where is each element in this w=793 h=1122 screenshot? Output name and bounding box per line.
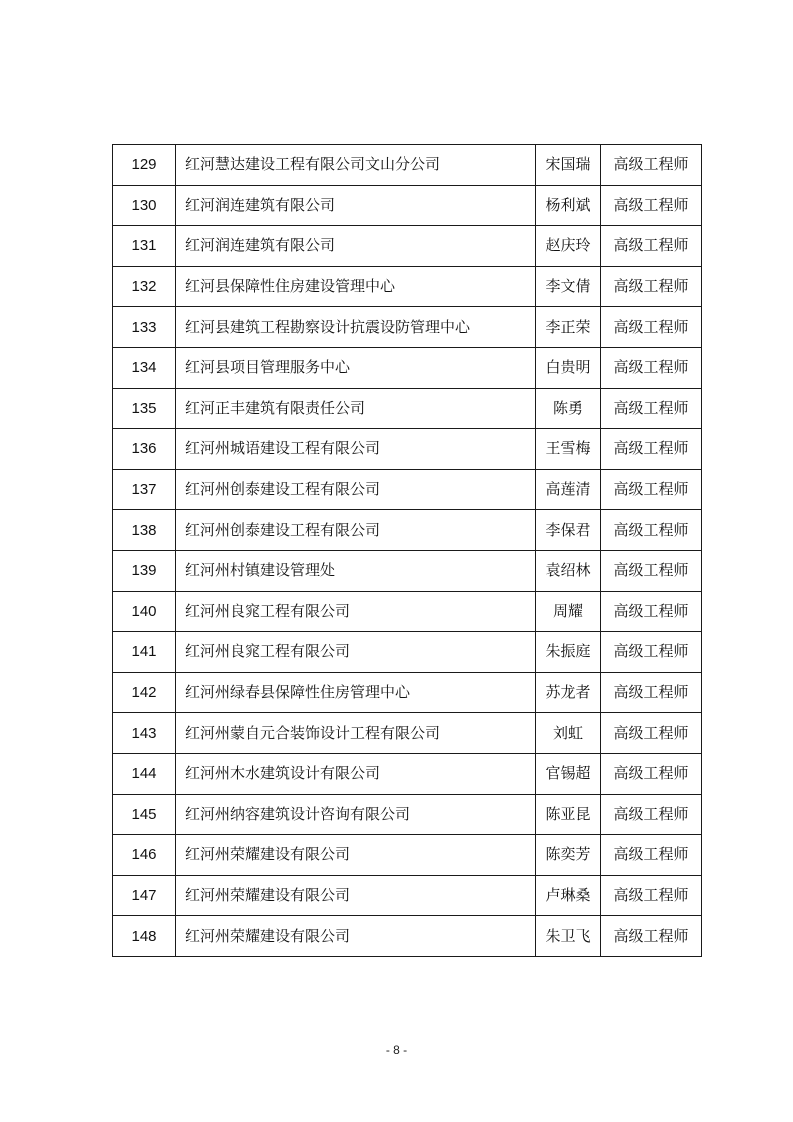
company-name-cell: 红河润连建筑有限公司 bbox=[176, 226, 536, 267]
table-row bbox=[113, 226, 702, 267]
person-name-cell: 卢琳桑 bbox=[536, 875, 601, 916]
table-row bbox=[113, 916, 702, 957]
company-name-cell: 红河州纳容建筑设计咨询有限公司 bbox=[176, 794, 536, 835]
job-title-cell: 高级工程师 bbox=[601, 226, 702, 267]
row-number-cell: 130 bbox=[113, 185, 176, 226]
row-number-cell: 131 bbox=[113, 226, 176, 267]
company-name-cell: 红河州良窕工程有限公司 bbox=[176, 591, 536, 632]
job-title-cell: 高级工程师 bbox=[601, 550, 702, 591]
person-name-cell: 陈奕芳 bbox=[536, 835, 601, 876]
job-title-cell: 高级工程师 bbox=[601, 916, 702, 957]
table-row bbox=[113, 672, 702, 713]
job-title-cell: 高级工程师 bbox=[601, 835, 702, 876]
row-number-cell: 133 bbox=[113, 307, 176, 348]
company-name-cell: 红河州木水建筑设计有限公司 bbox=[176, 753, 536, 794]
table-row bbox=[113, 875, 702, 916]
company-name-cell: 红河州荣耀建设有限公司 bbox=[176, 916, 536, 957]
person-name-cell: 白贵明 bbox=[536, 347, 601, 388]
company-name-cell: 红河州良窕工程有限公司 bbox=[176, 632, 536, 673]
job-title-cell: 高级工程师 bbox=[601, 145, 702, 186]
person-name-cell: 李正荣 bbox=[536, 307, 601, 348]
row-number-cell: 138 bbox=[113, 510, 176, 551]
job-title-cell: 高级工程师 bbox=[601, 591, 702, 632]
row-number-cell: 147 bbox=[113, 875, 176, 916]
person-name-cell: 朱卫飞 bbox=[536, 916, 601, 957]
company-name-cell: 红河州村镇建设管理处 bbox=[176, 550, 536, 591]
job-title-cell: 高级工程师 bbox=[601, 307, 702, 348]
person-name-cell: 李文倩 bbox=[536, 266, 601, 307]
row-number-cell: 129 bbox=[113, 145, 176, 186]
table-row bbox=[113, 347, 702, 388]
job-title-cell: 高级工程师 bbox=[601, 266, 702, 307]
company-name-cell: 红河慧达建设工程有限公司文山分公司 bbox=[176, 145, 536, 186]
table-row bbox=[113, 307, 702, 348]
job-title-cell: 高级工程师 bbox=[601, 347, 702, 388]
row-number-cell: 134 bbox=[113, 347, 176, 388]
job-title-cell: 高级工程师 bbox=[601, 429, 702, 470]
row-number-cell: 146 bbox=[113, 835, 176, 876]
row-number-cell: 132 bbox=[113, 266, 176, 307]
job-title-cell: 高级工程师 bbox=[601, 794, 702, 835]
row-number-cell: 144 bbox=[113, 753, 176, 794]
table-row bbox=[113, 510, 702, 551]
person-name-cell: 高莲清 bbox=[536, 469, 601, 510]
job-title-cell: 高级工程师 bbox=[601, 185, 702, 226]
table-row bbox=[113, 185, 702, 226]
row-number-cell: 145 bbox=[113, 794, 176, 835]
job-title-cell: 高级工程师 bbox=[601, 510, 702, 551]
page-number: - 8 - bbox=[385, 1043, 408, 1057]
personnel-table bbox=[112, 144, 702, 957]
table-row bbox=[113, 632, 702, 673]
company-name-cell: 红河润连建筑有限公司 bbox=[176, 185, 536, 226]
table-row bbox=[113, 591, 702, 632]
row-number-cell: 143 bbox=[113, 713, 176, 754]
company-name-cell: 红河州绿春县保障性住房管理中心 bbox=[176, 672, 536, 713]
job-title-cell: 高级工程师 bbox=[601, 469, 702, 510]
person-name-cell: 苏龙者 bbox=[536, 672, 601, 713]
company-name-cell: 红河县项目管理服务中心 bbox=[176, 347, 536, 388]
row-number-cell: 141 bbox=[113, 632, 176, 673]
table-row bbox=[113, 469, 702, 510]
job-title-cell: 高级工程师 bbox=[601, 875, 702, 916]
job-title-cell: 高级工程师 bbox=[601, 388, 702, 429]
person-name-cell: 官锡超 bbox=[536, 753, 601, 794]
person-name-cell: 赵庆玲 bbox=[536, 226, 601, 267]
company-name-cell: 红河县保障性住房建设管理中心 bbox=[176, 266, 536, 307]
row-number-cell: 137 bbox=[113, 469, 176, 510]
person-name-cell: 刘虹 bbox=[536, 713, 601, 754]
company-name-cell: 红河州城语建设工程有限公司 bbox=[176, 429, 536, 470]
person-name-cell: 宋国瑞 bbox=[536, 145, 601, 186]
row-number-cell: 148 bbox=[113, 916, 176, 957]
row-number-cell: 140 bbox=[113, 591, 176, 632]
company-name-cell: 红河州创泰建设工程有限公司 bbox=[176, 510, 536, 551]
table-row bbox=[113, 145, 702, 186]
person-name-cell: 袁绍林 bbox=[536, 550, 601, 591]
person-name-cell: 陈亚昆 bbox=[536, 794, 601, 835]
table-row bbox=[113, 753, 702, 794]
job-title-cell: 高级工程师 bbox=[601, 713, 702, 754]
row-number-cell: 135 bbox=[113, 388, 176, 429]
person-name-cell: 杨利斌 bbox=[536, 185, 601, 226]
table-row bbox=[113, 266, 702, 307]
row-number-cell: 142 bbox=[113, 672, 176, 713]
company-name-cell: 红河州蒙自元合装饰设计工程有限公司 bbox=[176, 713, 536, 754]
person-name-cell: 王雪梅 bbox=[536, 429, 601, 470]
person-name-cell: 李保君 bbox=[536, 510, 601, 551]
company-name-cell: 红河州创泰建设工程有限公司 bbox=[176, 469, 536, 510]
person-name-cell: 朱振庭 bbox=[536, 632, 601, 673]
table-row bbox=[113, 429, 702, 470]
person-name-cell: 陈勇 bbox=[536, 388, 601, 429]
company-name-cell: 红河州荣耀建设有限公司 bbox=[176, 835, 536, 876]
row-number-cell: 139 bbox=[113, 550, 176, 591]
company-name-cell: 红河县建筑工程勘察设计抗震设防管理中心 bbox=[176, 307, 536, 348]
person-name-cell: 周耀 bbox=[536, 591, 601, 632]
job-title-cell: 高级工程师 bbox=[601, 632, 702, 673]
table-row bbox=[113, 794, 702, 835]
table-row bbox=[113, 388, 702, 429]
company-name-cell: 红河州荣耀建设有限公司 bbox=[176, 875, 536, 916]
job-title-cell: 高级工程师 bbox=[601, 753, 702, 794]
row-number-cell: 136 bbox=[113, 429, 176, 470]
job-title-cell: 高级工程师 bbox=[601, 672, 702, 713]
table-row bbox=[113, 550, 702, 591]
table-row bbox=[113, 835, 702, 876]
table-body bbox=[113, 145, 702, 957]
table-row bbox=[113, 713, 702, 754]
company-name-cell: 红河正丰建筑有限责任公司 bbox=[176, 388, 536, 429]
